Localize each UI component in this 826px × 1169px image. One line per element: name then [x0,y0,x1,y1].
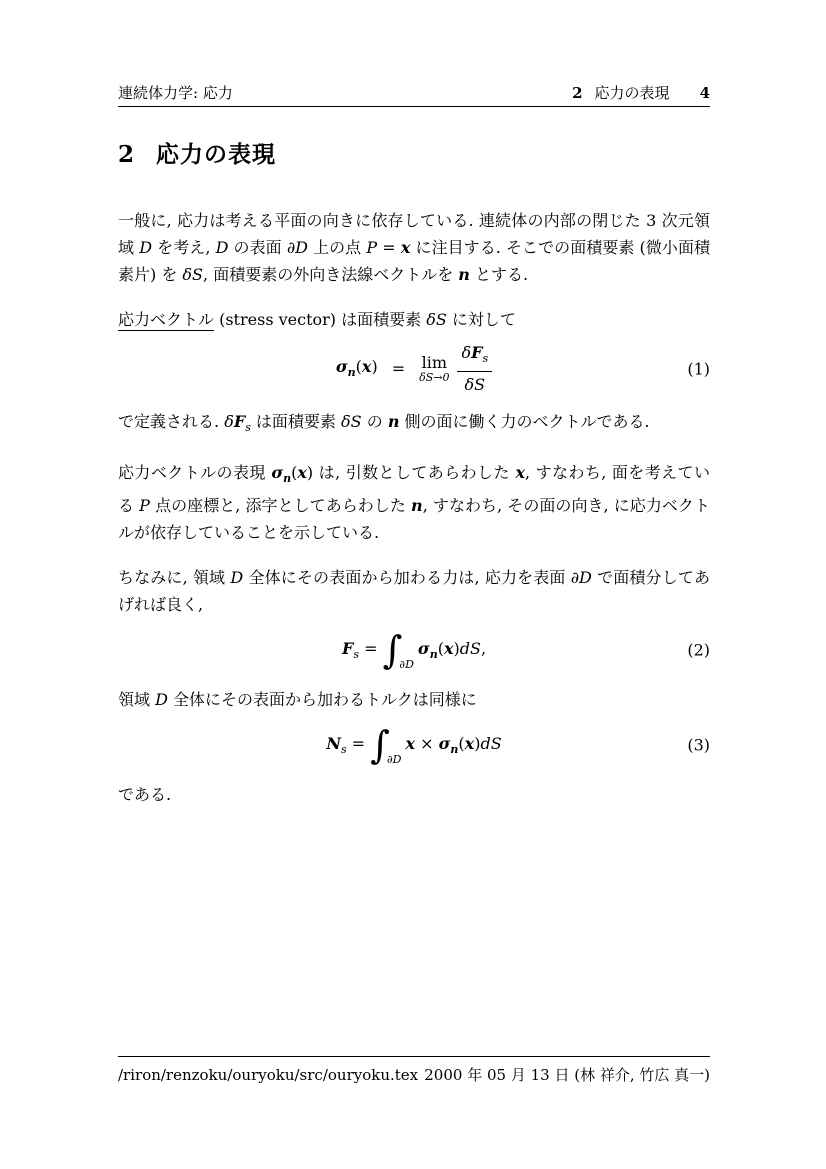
equation-2-integrand [418,639,486,661]
text-segment: n [411,496,423,515]
text-segment: x [443,638,454,658]
page-footer [118,1064,710,1085]
paragraph-total-torque [118,686,710,713]
equation-3 [118,723,710,767]
page-header [118,82,710,103]
text-segment: dS [459,638,481,658]
text-segment: n [283,472,292,485]
text-segment: D [215,238,229,257]
text-segment: P [366,238,378,257]
text-segment: ) [474,733,481,753]
text-segment: ) [453,638,460,658]
text-segment: δS [426,310,447,329]
equation-3-integrand [406,734,502,756]
text-segment: x [361,357,372,377]
section-title: 応力の表現 [156,141,277,167]
text-segment: x [405,733,416,753]
text-segment: 全体にその表面から加わるトルクは同様に [167,690,477,709]
paragraph-notation-explanation [118,459,710,546]
text-segment: 領域 [118,690,156,709]
page-number: 4 [699,84,710,102]
text-segment: s [245,421,251,434]
text-segment: dS [480,733,502,753]
text-segment: に対して [446,310,516,329]
text-segment: で定義される. [118,412,225,431]
text-segment: 側の面に働く力のベクトルである. [399,412,650,431]
paragraph-intro [118,207,710,288]
fraction [457,343,492,394]
text-segment: = [346,733,371,753]
text-segment: s [482,352,489,365]
equation-3-body [326,723,501,767]
text-segment: σ [271,463,284,482]
text-segment: F [233,412,246,431]
text-segment: 全体にその表面から加わる力は, 応力を表面 [243,568,571,587]
text-segment: の表面 [228,238,287,257]
text-segment: で面積分してあげれば良く, [118,568,710,614]
running-section-number: 2 [572,84,583,102]
text-segment: x [464,733,475,753]
text-segment: × [415,733,439,753]
text-segment: x [515,463,525,482]
text-segment: δS [182,265,204,284]
text-segment: , [480,638,487,658]
integral-operator [370,723,405,767]
running-section [572,82,710,103]
date-authors: 2000 年 05 月 13 日 (林 祥介, 竹広 真一) [424,1066,710,1084]
source-file-path: /riron/renzoku/ouryoku/src/ouryoku.tex [118,1066,419,1084]
text-segment: は面積要素 [250,412,342,431]
section-number: 2 [118,141,135,168]
header-rule [118,106,710,107]
text-segment: ) は, 引数としてあらわした [306,463,516,482]
text-segment: D [230,568,244,587]
equation-2-body [342,628,486,672]
running-title: 連続体力学: 応力 [118,84,233,102]
text-segment: (stress vector) は面積要素 [214,310,427,329]
text-segment: = [358,638,383,658]
text-segment: , すなわち, 面を考えている [118,463,710,515]
equation-number: (1) [687,358,710,378]
text-segment: x [297,463,307,482]
equals-sign: = [391,358,406,378]
text-segment: σ [417,638,430,658]
limit-word: lim [421,352,447,372]
text-segment: 一般に, 応力は考える平面の向きに依存している. 連続体の内部の閉じた 3 次元領域 [118,211,710,257]
text-segment: n [458,265,470,284]
paragraph-definition-note [118,408,710,441]
limit-subscript: δS→0 [419,370,450,384]
text-segment: ∂D [286,238,308,257]
text-segment: の [361,412,388,431]
text-segment: = [377,238,401,257]
equation-2-lhs [342,639,383,661]
equation-2 [118,628,710,672]
text-segment: ( [458,733,465,753]
integral-subscript: ∂D [386,752,402,766]
text-segment: s [353,647,359,661]
integral-subscript: ∂D [399,657,414,671]
text-segment: , 面積要素の外向き法線ベクトルを [203,265,459,284]
text-segment: s [340,742,347,756]
equation-1 [118,343,710,394]
fraction-numerator [457,343,492,372]
text-segment: 応力ベクトルの表現 [118,463,272,482]
text-segment: ちなみに, 領域 [118,568,231,587]
text-segment: x [400,238,411,257]
text-segment: P [139,496,150,515]
text-segment: N [326,733,341,753]
equation-1-body [336,343,492,394]
integral-sign: ∫ [382,628,403,672]
equation-number: (3) [687,735,710,755]
section-heading [118,138,710,171]
text-segment: D [155,690,168,709]
fraction-denominator [457,372,492,394]
text-segment: F [341,638,354,658]
text-segment: δS [464,375,486,394]
paragraph-total-force [118,564,710,618]
text-segment: σ [438,733,451,753]
equation-1-lhs [336,357,378,379]
equation-number: (2) [687,640,710,660]
text-segment: に注目する. そこでの面積要素 (微小面積素片) を [118,238,710,284]
text-segment: n [387,412,400,431]
text-segment: n [429,647,438,661]
text-segment: D [139,238,153,257]
text-segment: n [450,742,459,756]
integral-operator [383,628,418,672]
text-segment: δ [461,343,472,362]
text-segment: 応力ベクトル [118,310,215,329]
text-segment: ( [291,463,298,482]
paragraph-stress-vector-def [118,306,710,333]
text-segment: , すなわち, その面の向き, に応力ベクトルが依存していることを示している. [118,496,710,542]
text-segment: δS [341,412,362,431]
text-segment: σ [335,357,348,377]
running-section-title: 応力の表現 [594,84,670,102]
text-segment: ( [355,357,362,377]
text-segment: F [471,343,483,362]
limit-operator [419,354,449,384]
text-segment: ) [371,357,378,377]
text-segment: 点の座標と, 添字としてあらわした [149,496,412,515]
text-segment: ∂D [570,568,592,587]
text-segment: δ [224,412,234,431]
text-segment: 上の点 [307,238,367,257]
text-segment: を考え, [152,238,216,257]
document-body [118,138,710,826]
footer-rule [118,1056,710,1057]
equation-3-lhs [326,734,370,756]
text-segment: ( [437,638,444,658]
text-segment: n [347,366,356,380]
integral-sign: ∫ [370,723,390,767]
text-segment: である. [118,785,172,804]
paragraph-closing [118,781,710,808]
text-segment: とする. [469,265,529,284]
